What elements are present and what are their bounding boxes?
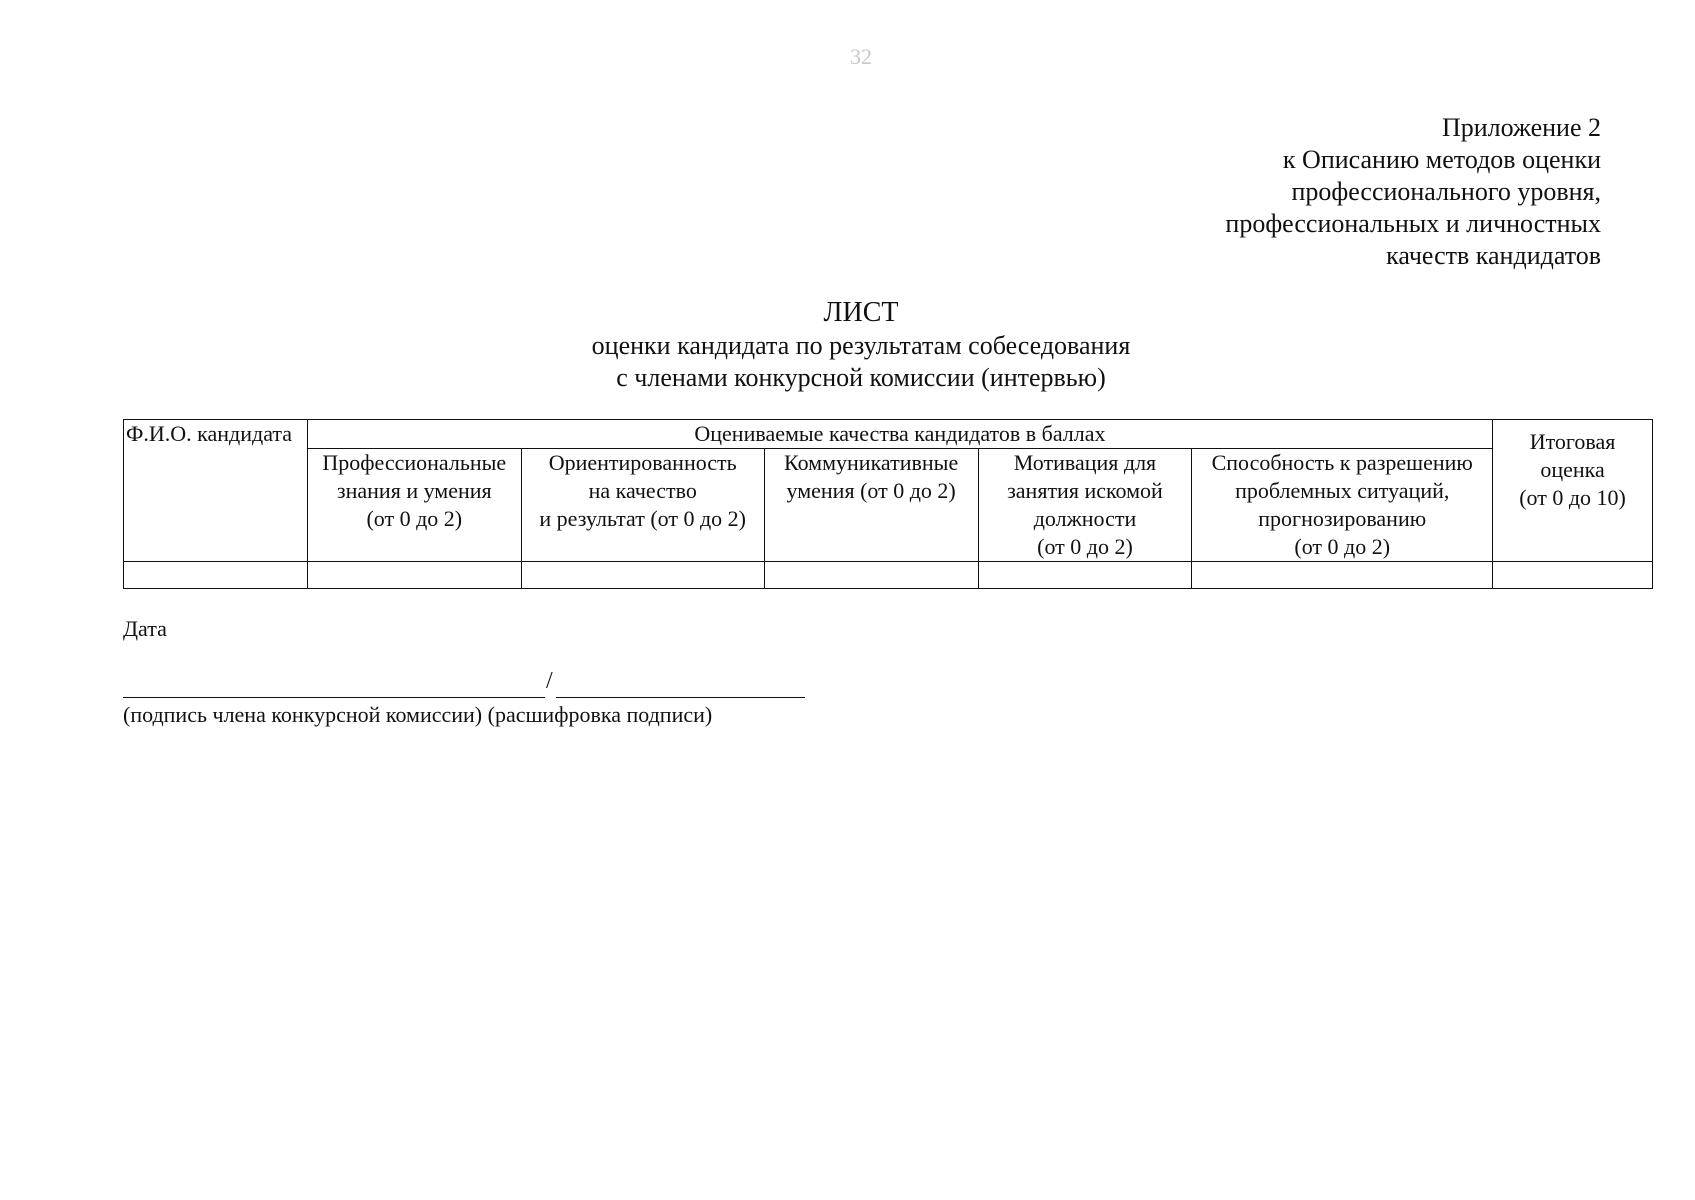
header-criterion-quality-orientation: Ориентированность на качество и результат (от 0 до 2) — [521, 449, 764, 562]
cell-final-score[interactable] — [1493, 562, 1653, 589]
header-criterion-communication: Коммуникативные умения (от 0 до 2) — [764, 449, 978, 562]
appendix-heading — [1225, 112, 1601, 272]
signature-caption: (подпись члена конкурсной комиссии) (расшифровка подписи) — [123, 702, 713, 727]
title-line-2: с членами конкурсной комиссии (интервью) — [616, 363, 1106, 392]
table-row — [124, 562, 1653, 589]
cell-candidate-name[interactable] — [124, 562, 308, 589]
cell-score-professional-knowledge[interactable] — [307, 562, 521, 589]
header-criterion-problem-solving: Способность к разрешению проблемных ситуаций, прогнозированию (от 0 до 2) — [1192, 449, 1493, 562]
header-final-score: Итоговая оценка (от 0 до 10) — [1493, 420, 1653, 562]
date-label: Дата — [123, 616, 167, 641]
title-main: ЛИСТ — [823, 297, 899, 328]
document-title — [0, 296, 1695, 394]
appendix-line: к Описанию методов оценки — [1282, 145, 1601, 174]
cell-score-problem-solving[interactable] — [1192, 562, 1493, 589]
cell-score-communication[interactable] — [764, 562, 978, 589]
signature-separator: / — [546, 668, 553, 694]
header-criterion-motivation: Мотивация для занятия искомой должности (от 0 до 2) — [978, 449, 1192, 562]
evaluation-table — [123, 419, 1653, 589]
header-candidate-name: Ф.И.О. кандидата — [124, 420, 308, 562]
appendix-line: Приложение 2 — [1441, 113, 1601, 142]
signature-decryption-line[interactable] — [556, 697, 805, 698]
header-criterion-professional-knowledge: Профессиональные знания и умения (от 0 до 2) — [307, 449, 521, 562]
cell-score-quality-orientation[interactable] — [521, 562, 764, 589]
appendix-line: профессиональных и личностных — [1225, 209, 1601, 238]
title-line-1: оценки кандидата по результатам собеседования — [591, 331, 1131, 360]
signature-line[interactable] — [123, 697, 545, 698]
appendix-line: качеств кандидатов — [1386, 241, 1601, 270]
page-number: 32 — [850, 44, 872, 69]
appendix-line: профессионального уровня, — [1291, 177, 1601, 206]
cell-score-motivation[interactable] — [978, 562, 1192, 589]
header-evaluated-qualities: Оцениваемые качества кандидатов в баллах — [307, 420, 1492, 449]
